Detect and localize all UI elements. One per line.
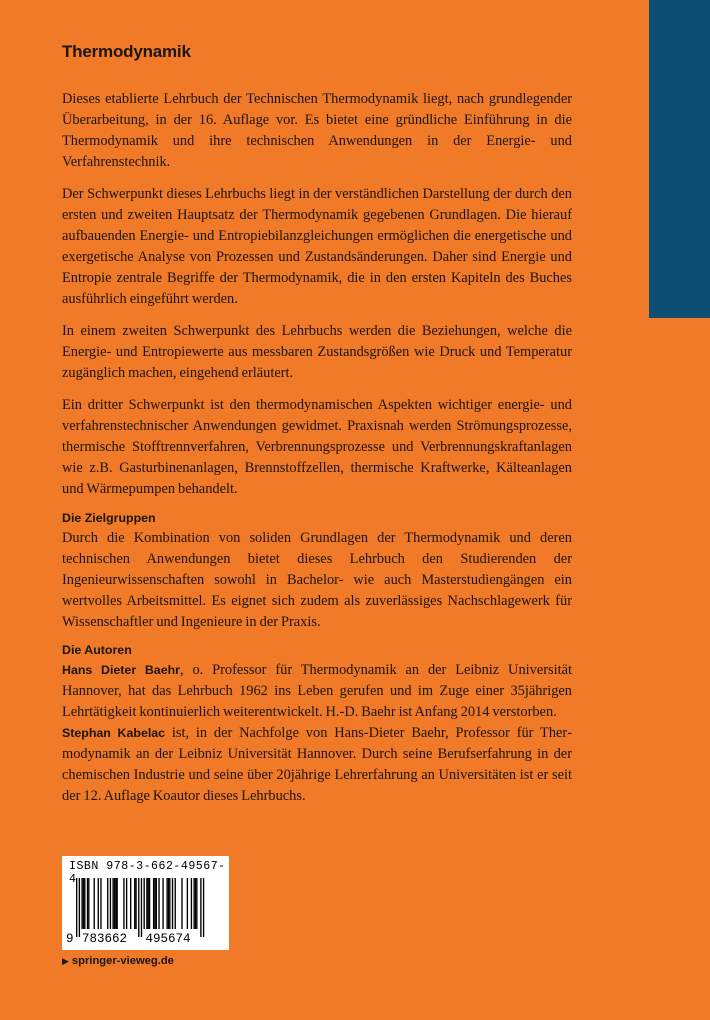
book-title: Thermodynamik xyxy=(62,42,191,61)
heading-zielgruppen: Die Zielgruppen xyxy=(62,511,156,525)
barcode-digits: 495674 xyxy=(145,932,191,946)
arrow-right-icon: ▶ xyxy=(62,955,69,966)
barcode-bar xyxy=(76,878,77,937)
paragraph-zielgruppen: Durch die Kombination von soliden Grundlagen der Thermodynamik und deren technischen Anwendungen bietet dieses Lehrbuch den Studierenden der Ingenieurwissenschaften sowohl in Bachelor- wie auch Masterstudiengängen ein wertvolles Arbeitsmittel. Es eignet sich zudem als zuverlässiges Nachschlagewerk für Wissenschaftler und Ingenieure in der Praxis. xyxy=(62,530,572,630)
heading-autoren: Die Autoren xyxy=(62,643,132,657)
author-bio: ist, in der Nachfolge von Hans-Dieter Baehr, Professor für Thermodynamik an der Leibniz Universität Hannover. Durch seine Berufserfahrung in der chemischen Industrie und seine über 20jährige Lehrerfahrung an Universitäten ist er seit der 12. Auflage Koautor dieses Lehrbuchs. xyxy=(62,725,572,804)
paragraph-focus-2: In einem zweiten Schwerpunkt des Lehrbuchs werden die Beziehungen, welche die Energie- und Entropiewerte aus messbaren Zustandsgrößen wie Druck und Temperatur zugänglich machen, eingehend erläutert. xyxy=(62,323,572,381)
author-name: Hans Dieter Baehr xyxy=(62,663,180,677)
website-text: springer-vieweg.de xyxy=(71,955,174,967)
barcode-bar xyxy=(141,878,142,937)
paragraph-intro: Dieses etablierte Lehrbuch der Technischen Thermodynamik liegt, nach grundlegender Überarbeitung, in der 16. Auflage vor. Es bietet eine gründliche Einführung in die Thermodynamik und ihre technischen Anwendungen in der Energie- und Verfahrenstechnik. xyxy=(62,91,572,170)
barcode-bar xyxy=(138,878,139,937)
barcode-bar xyxy=(79,878,80,937)
paragraph-focus-3: Ein dritter Schwerpunkt ist den thermodynamischen Aspekten wichtiger energie- und verfahrenstechnischer Anwendungen gewidmet. Praxisnah werden Strömungsprozesse, thermische Stofftrennverfahren, Verbrennungsprozesse und Verbrennungskraftanlagen wie z.B. Gasturbinenanlagen, Brennstoffzellen, thermische Kraftwerke, Kälteanlagen und Wärmepumpen behandelt. xyxy=(62,397,572,497)
paragraph-focus-1: Der Schwerpunkt dieses Lehrbuchs liegt in der verständlichen Darstellung der durch den ersten und zweiten Hauptsatz der Thermodynamik gegebenen Grundlagen. Die hierauf aufbauenden Energie- und Entropiebilanzgleichungen ermöglichen die energetische und exergetische Analyse von Prozessen und Zustandsänderungen. Daher sind Energie und Entropie zentrale Begriffe der Thermodynamik, die in den ersten Kapiteln des Buches ausführlich eingeführt werden. xyxy=(62,186,572,307)
author-name: Stephan Kabelac xyxy=(62,726,166,740)
barcode-digits: 9 xyxy=(66,932,74,946)
isbn-barcode xyxy=(62,856,229,950)
spine-color-band xyxy=(649,0,710,318)
isbn-label: ISBN 978-3-662-49567-4 xyxy=(69,860,226,886)
publisher-website xyxy=(62,955,174,967)
barcode-bar xyxy=(203,878,204,937)
barcode-digits: 783662 xyxy=(82,932,128,946)
author-baehr xyxy=(62,660,572,723)
barcode-bar xyxy=(200,878,201,937)
back-cover-text xyxy=(62,42,572,807)
author-kabelac xyxy=(62,723,572,807)
author-bio: , o. Professor für Thermodynamik an der Leibniz Universität Hannover, hat das Lehrbuch 1962 ins Leben gerufen und im Zuge einer 35jährigen Lehrtätigkeit kontinuierlich weiterentwickelt. H.-D. Baehr ist Anfang 2014 verstorben. xyxy=(62,662,572,720)
